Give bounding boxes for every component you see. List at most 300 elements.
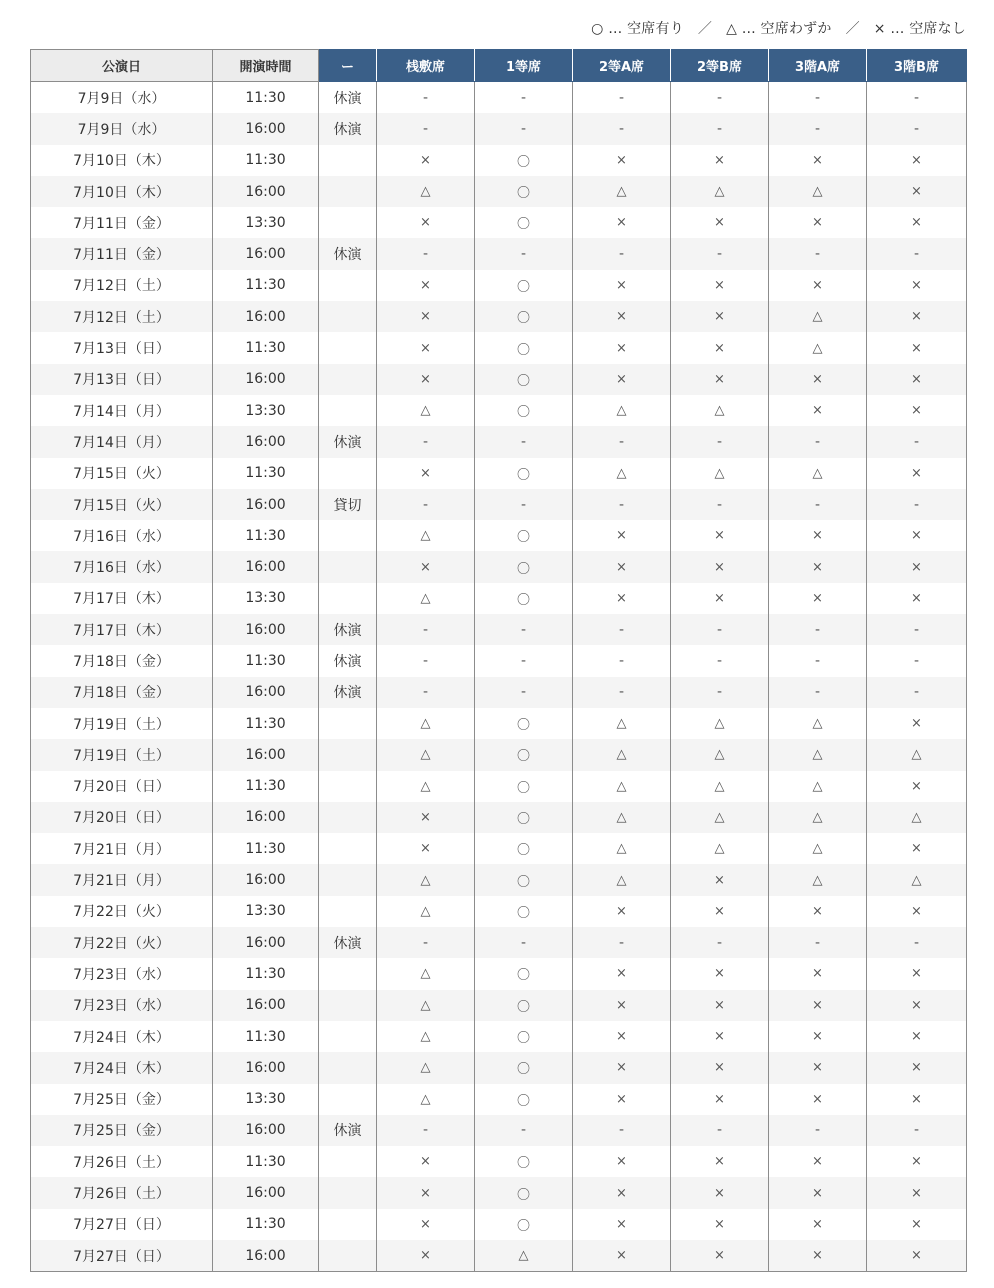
date-cell: 7月18日（金） — [31, 645, 213, 676]
note-cell — [319, 1209, 377, 1240]
seat-status-cell: × — [573, 1084, 671, 1115]
table-row — [31, 833, 967, 864]
seat-status-cell: × — [377, 802, 475, 833]
date-cell: 7月24日（木） — [31, 1021, 213, 1052]
note-cell — [319, 1146, 377, 1177]
time-cell: 11:30 — [213, 270, 319, 301]
date-cell: 7月27日（日） — [31, 1209, 213, 1240]
seat-status-cell: △ — [573, 708, 671, 739]
seat-status-cell: △ — [377, 864, 475, 895]
time-cell: 16:00 — [213, 176, 319, 207]
seat-status-cell: - — [475, 113, 573, 144]
seat-status-cell: × — [867, 1209, 967, 1240]
seat-status-cell: △ — [377, 958, 475, 989]
note-cell: 休演 — [319, 426, 377, 457]
note-cell: 休演 — [319, 614, 377, 645]
table-row — [31, 1177, 967, 1208]
note-cell: 休演 — [319, 645, 377, 676]
seat-status-cell: 〇 — [475, 364, 573, 395]
seat-status-cell: 〇 — [475, 833, 573, 864]
seat-status-cell: × — [769, 1240, 867, 1272]
seat-status-cell: - — [573, 426, 671, 457]
seat-status-cell: × — [377, 332, 475, 363]
seat-status-cell: △ — [769, 708, 867, 739]
seat-status-cell: × — [377, 301, 475, 332]
seat-status-cell: - — [769, 614, 867, 645]
seat-status-cell: - — [377, 489, 475, 520]
note-cell: 休演 — [319, 1115, 377, 1146]
table-row — [31, 426, 967, 457]
seat-status-cell: - — [377, 677, 475, 708]
time-cell: 11:30 — [213, 771, 319, 802]
time-cell: 11:30 — [213, 332, 319, 363]
date-cell: 7月22日（火） — [31, 927, 213, 958]
seat-status-cell: × — [377, 1177, 475, 1208]
seat-status-cell: △ — [573, 802, 671, 833]
seat-status-cell: - — [671, 645, 769, 676]
time-cell: 16:00 — [213, 614, 319, 645]
seat-status-cell: 〇 — [475, 207, 573, 238]
seat-status-cell: △ — [377, 896, 475, 927]
table-row — [31, 176, 967, 207]
seat-status-cell: × — [867, 520, 967, 551]
date-cell: 7月20日（日） — [31, 771, 213, 802]
seat-status-cell: × — [573, 1146, 671, 1177]
seat-status-cell: - — [475, 426, 573, 457]
date-cell: 7月24日（木） — [31, 1052, 213, 1083]
time-cell: 16:00 — [213, 677, 319, 708]
header-seat-3b: 3階B席 — [867, 50, 967, 82]
table-row — [31, 802, 967, 833]
note-cell — [319, 270, 377, 301]
date-cell: 7月25日（金） — [31, 1084, 213, 1115]
seat-status-cell: △ — [671, 771, 769, 802]
seat-status-cell: × — [867, 364, 967, 395]
date-cell: 7月27日（日） — [31, 1240, 213, 1272]
seat-status-cell: △ — [769, 833, 867, 864]
seat-status-cell: - — [475, 677, 573, 708]
seat-status-cell: 〇 — [475, 1052, 573, 1083]
note-cell — [319, 520, 377, 551]
time-cell: 13:30 — [213, 207, 319, 238]
date-cell: 7月19日（土） — [31, 708, 213, 739]
note-cell — [319, 708, 377, 739]
seat-status-cell: △ — [671, 708, 769, 739]
seat-status-cell: × — [867, 332, 967, 363]
seat-status-cell: × — [671, 551, 769, 582]
date-cell: 7月20日（日） — [31, 802, 213, 833]
table-row — [31, 614, 967, 645]
seat-status-cell: - — [573, 238, 671, 269]
header-seat-3a: 3階A席 — [769, 50, 867, 82]
availability-legend — [591, 18, 966, 38]
seat-status-cell: 〇 — [475, 551, 573, 582]
date-cell: 7月9日（水） — [31, 113, 213, 144]
date-cell: 7月12日（土） — [31, 301, 213, 332]
seat-status-cell: × — [769, 990, 867, 1021]
note-cell — [319, 332, 377, 363]
date-cell: 7月11日（金） — [31, 238, 213, 269]
time-cell: 16:00 — [213, 489, 319, 520]
table-row — [31, 520, 967, 551]
seat-status-cell: × — [671, 145, 769, 176]
date-cell: 7月14日（月） — [31, 426, 213, 457]
note-cell — [319, 395, 377, 426]
seat-status-cell: - — [867, 426, 967, 457]
seat-status-cell: - — [671, 1115, 769, 1146]
seat-status-cell: × — [769, 1209, 867, 1240]
note-cell — [319, 145, 377, 176]
note-cell — [319, 1084, 377, 1115]
seat-status-cell: △ — [769, 802, 867, 833]
header-seat-1st: 1等席 — [475, 50, 573, 82]
note-cell — [319, 771, 377, 802]
seat-status-cell: × — [769, 1052, 867, 1083]
seat-status-cell: × — [573, 520, 671, 551]
seat-status-cell: 〇 — [475, 301, 573, 332]
seat-status-cell: - — [573, 1115, 671, 1146]
seat-status-cell: △ — [769, 176, 867, 207]
header-date: 公演日 — [31, 50, 213, 82]
seat-status-cell: △ — [573, 176, 671, 207]
seat-status-cell: △ — [377, 1052, 475, 1083]
time-cell: 11:30 — [213, 958, 319, 989]
seat-status-cell: - — [769, 113, 867, 144]
seat-status-cell: △ — [573, 864, 671, 895]
time-cell: 16:00 — [213, 113, 319, 144]
time-cell: 16:00 — [213, 802, 319, 833]
seat-status-cell: 〇 — [475, 896, 573, 927]
date-cell: 7月25日（金） — [31, 1115, 213, 1146]
seat-status-cell: △ — [377, 771, 475, 802]
note-cell — [319, 1052, 377, 1083]
seat-status-cell: × — [867, 270, 967, 301]
seat-status-cell: × — [573, 364, 671, 395]
seat-status-cell: × — [769, 1084, 867, 1115]
seat-status-cell: △ — [867, 802, 967, 833]
seat-status-cell: × — [867, 1021, 967, 1052]
seat-status-cell: 〇 — [475, 1177, 573, 1208]
seat-status-cell: × — [573, 583, 671, 614]
seat-status-cell: - — [377, 645, 475, 676]
seat-status-cell: - — [573, 645, 671, 676]
seat-status-cell: 〇 — [475, 1209, 573, 1240]
seat-status-cell: × — [769, 1146, 867, 1177]
header-seat-2b: 2等B席 — [671, 50, 769, 82]
seat-status-cell: △ — [769, 864, 867, 895]
seat-status-cell: 〇 — [475, 802, 573, 833]
seat-status-cell: × — [573, 551, 671, 582]
seat-status-cell: - — [475, 1115, 573, 1146]
table-row — [31, 238, 967, 269]
seat-status-cell: × — [769, 364, 867, 395]
seat-status-cell: 〇 — [475, 1021, 573, 1052]
seat-status-cell: × — [671, 1209, 769, 1240]
note-cell: 休演 — [319, 677, 377, 708]
seat-status-cell: × — [867, 583, 967, 614]
date-cell: 7月15日（火） — [31, 458, 213, 489]
seat-status-cell: × — [769, 395, 867, 426]
date-cell: 7月21日（月） — [31, 864, 213, 895]
seat-status-cell: △ — [671, 395, 769, 426]
seat-status-cell: - — [475, 489, 573, 520]
seat-status-cell: - — [671, 82, 769, 114]
date-cell: 7月9日（水） — [31, 82, 213, 114]
seat-status-cell: 〇 — [475, 739, 573, 770]
seat-status-cell: - — [867, 645, 967, 676]
note-cell — [319, 864, 377, 895]
seat-status-cell: △ — [573, 771, 671, 802]
seat-status-cell: - — [867, 113, 967, 144]
seat-status-cell: - — [867, 927, 967, 958]
legend-none: × … 空席なし — [873, 21, 966, 37]
seat-status-cell: × — [867, 176, 967, 207]
seat-status-cell: × — [377, 833, 475, 864]
date-cell: 7月16日（水） — [31, 551, 213, 582]
seat-status-cell: × — [573, 270, 671, 301]
seat-status-cell: × — [573, 1209, 671, 1240]
note-cell — [319, 739, 377, 770]
seat-status-cell: × — [671, 1021, 769, 1052]
seat-status-cell: - — [475, 614, 573, 645]
seat-status-cell: × — [377, 1209, 475, 1240]
seat-status-cell: × — [867, 551, 967, 582]
seat-status-cell: △ — [573, 458, 671, 489]
table-header-row — [31, 50, 967, 82]
table-row — [31, 990, 967, 1021]
time-cell: 16:00 — [213, 739, 319, 770]
seat-status-cell: × — [377, 145, 475, 176]
seat-status-cell: △ — [475, 1240, 573, 1272]
seat-status-cell: △ — [377, 1021, 475, 1052]
seat-status-cell: × — [573, 990, 671, 1021]
seat-status-cell: △ — [867, 739, 967, 770]
time-cell: 16:00 — [213, 1240, 319, 1272]
seat-status-cell: × — [573, 958, 671, 989]
seat-status-cell: △ — [377, 1084, 475, 1115]
seat-status-cell: × — [671, 207, 769, 238]
seat-status-cell: × — [671, 990, 769, 1021]
seat-status-cell: △ — [867, 864, 967, 895]
note-cell — [319, 551, 377, 582]
date-cell: 7月16日（水） — [31, 520, 213, 551]
seat-status-cell: × — [769, 207, 867, 238]
seat-status-cell: × — [671, 583, 769, 614]
seat-status-cell: × — [769, 520, 867, 551]
seat-status-cell: - — [573, 927, 671, 958]
time-cell: 16:00 — [213, 1177, 319, 1208]
table-row — [31, 1240, 967, 1272]
time-cell: 16:00 — [213, 301, 319, 332]
seat-status-cell: 〇 — [475, 771, 573, 802]
seat-status-cell: × — [769, 551, 867, 582]
seat-status-cell: × — [671, 364, 769, 395]
seat-status-cell: - — [671, 426, 769, 457]
time-cell: 11:30 — [213, 145, 319, 176]
seat-status-cell: - — [671, 927, 769, 958]
seat-status-cell: - — [377, 426, 475, 457]
seat-status-cell: 〇 — [475, 145, 573, 176]
seat-status-cell: × — [867, 990, 967, 1021]
seat-status-cell: △ — [377, 176, 475, 207]
seat-status-cell: × — [671, 1240, 769, 1272]
seat-status-cell: × — [867, 771, 967, 802]
table-row — [31, 1146, 967, 1177]
table-row — [31, 864, 967, 895]
time-cell: 11:30 — [213, 520, 319, 551]
seat-status-cell: - — [377, 927, 475, 958]
seat-status-cell: △ — [769, 332, 867, 363]
note-cell — [319, 802, 377, 833]
seat-status-cell: × — [671, 1177, 769, 1208]
date-cell: 7月10日（木） — [31, 176, 213, 207]
seat-status-cell: × — [573, 207, 671, 238]
seat-status-cell: × — [769, 1177, 867, 1208]
seat-status-cell: - — [769, 82, 867, 114]
seat-status-cell: × — [867, 301, 967, 332]
time-cell: 16:00 — [213, 426, 319, 457]
date-cell: 7月10日（木） — [31, 145, 213, 176]
seat-status-cell: × — [671, 864, 769, 895]
seat-status-cell: △ — [377, 990, 475, 1021]
seat-status-cell: - — [377, 1115, 475, 1146]
seat-status-cell: - — [867, 677, 967, 708]
seat-status-cell: 〇 — [475, 990, 573, 1021]
seat-status-cell: 〇 — [475, 395, 573, 426]
time-cell: 11:30 — [213, 833, 319, 864]
table-row — [31, 364, 967, 395]
table-row — [31, 1052, 967, 1083]
date-cell: 7月19日（土） — [31, 739, 213, 770]
seat-status-cell: △ — [377, 520, 475, 551]
time-cell: 11:30 — [213, 82, 319, 114]
seat-status-cell: 〇 — [475, 708, 573, 739]
legend-separator: ／ — [697, 21, 713, 37]
seat-status-cell: - — [377, 238, 475, 269]
table-row — [31, 771, 967, 802]
table-row — [31, 677, 967, 708]
time-cell: 16:00 — [213, 551, 319, 582]
table-row — [31, 896, 967, 927]
seat-status-cell: × — [769, 958, 867, 989]
schedule-body — [31, 82, 967, 1272]
seat-status-cell: 〇 — [475, 270, 573, 301]
table-row — [31, 82, 967, 114]
seat-status-cell: △ — [769, 739, 867, 770]
seat-status-cell: × — [769, 896, 867, 927]
seat-status-cell: - — [377, 614, 475, 645]
note-cell — [319, 176, 377, 207]
seat-status-cell: - — [769, 645, 867, 676]
seat-status-cell: × — [573, 145, 671, 176]
time-cell: 11:30 — [213, 1209, 319, 1240]
seat-status-cell: - — [573, 113, 671, 144]
table-row — [31, 207, 967, 238]
seat-status-cell: - — [867, 1115, 967, 1146]
seat-status-cell: - — [769, 426, 867, 457]
table-row — [31, 1115, 967, 1146]
date-cell: 7月17日（木） — [31, 583, 213, 614]
note-cell — [319, 583, 377, 614]
seat-status-cell: × — [573, 1240, 671, 1272]
table-row — [31, 958, 967, 989]
seat-status-cell: × — [867, 1240, 967, 1272]
seat-status-cell: × — [671, 958, 769, 989]
note-cell: 休演 — [319, 82, 377, 114]
table-row — [31, 551, 967, 582]
table-row — [31, 332, 967, 363]
time-cell: 16:00 — [213, 238, 319, 269]
seat-status-cell: × — [573, 332, 671, 363]
date-cell: 7月18日（金） — [31, 677, 213, 708]
table-row — [31, 1084, 967, 1115]
seat-status-cell: - — [867, 614, 967, 645]
table-row — [31, 458, 967, 489]
seat-status-cell: - — [475, 927, 573, 958]
seat-status-cell: × — [867, 1052, 967, 1083]
header-note: ー — [319, 50, 377, 82]
seat-status-cell: × — [671, 301, 769, 332]
table-row — [31, 270, 967, 301]
seat-status-cell: △ — [573, 395, 671, 426]
date-cell: 7月15日（火） — [31, 489, 213, 520]
time-cell: 16:00 — [213, 1052, 319, 1083]
seat-status-cell: - — [573, 82, 671, 114]
note-cell: 貸切 — [319, 489, 377, 520]
seat-status-cell: - — [475, 238, 573, 269]
note-cell: 休演 — [319, 238, 377, 269]
seat-status-cell: 〇 — [475, 332, 573, 363]
table-row — [31, 739, 967, 770]
seat-status-cell: × — [671, 896, 769, 927]
date-cell: 7月17日（木） — [31, 614, 213, 645]
date-cell: 7月14日（月） — [31, 395, 213, 426]
seat-status-cell: △ — [671, 739, 769, 770]
seat-status-cell: × — [377, 1146, 475, 1177]
seat-status-cell: - — [769, 489, 867, 520]
seat-status-cell: × — [377, 551, 475, 582]
seat-status-cell: - — [671, 677, 769, 708]
seat-status-cell: △ — [377, 395, 475, 426]
table-row — [31, 645, 967, 676]
seat-status-cell: △ — [671, 802, 769, 833]
seat-status-cell: △ — [377, 739, 475, 770]
seat-status-cell: × — [769, 1021, 867, 1052]
table-row — [31, 395, 967, 426]
table-row — [31, 301, 967, 332]
table-row — [31, 489, 967, 520]
table-row — [31, 113, 967, 144]
seat-status-cell: × — [377, 364, 475, 395]
seat-status-cell: × — [867, 833, 967, 864]
seat-status-cell: - — [769, 1115, 867, 1146]
seat-status-cell: - — [671, 113, 769, 144]
note-cell — [319, 364, 377, 395]
seat-status-cell: × — [867, 395, 967, 426]
table-row — [31, 708, 967, 739]
seat-status-cell: - — [769, 238, 867, 269]
seat-status-cell: - — [671, 614, 769, 645]
time-cell: 11:30 — [213, 708, 319, 739]
seat-status-cell: × — [867, 958, 967, 989]
note-cell — [319, 896, 377, 927]
seat-status-cell: × — [671, 520, 769, 551]
seat-status-cell: 〇 — [475, 1146, 573, 1177]
seat-status-cell: △ — [769, 301, 867, 332]
note-cell — [319, 833, 377, 864]
date-cell: 7月13日（日） — [31, 364, 213, 395]
note-cell — [319, 1021, 377, 1052]
